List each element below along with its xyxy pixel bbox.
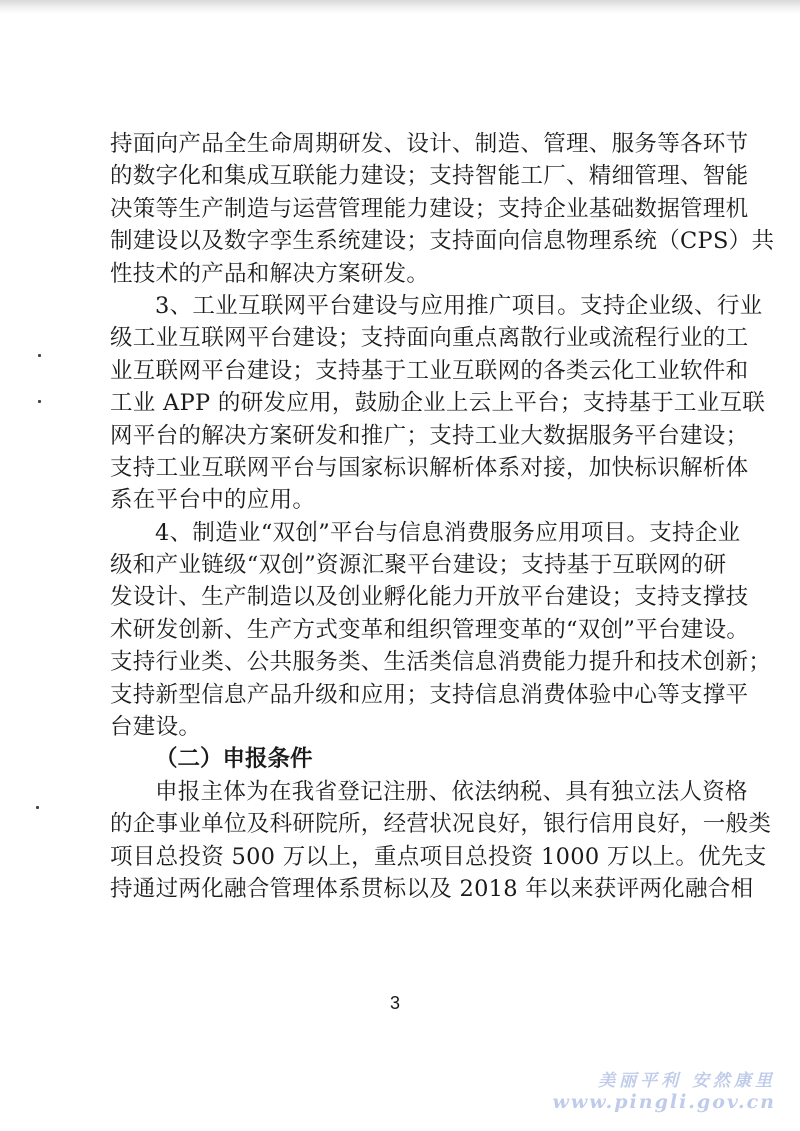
text-line: 申报主体为在我省登记注册、依法纳税、具有独立法人资格: [155, 778, 748, 805]
text-line: 支持新型信息产品升级和应用；支持信息消费体验中心等支撑平: [110, 681, 749, 708]
scan-speck: [36, 806, 39, 809]
scan-speck: [38, 400, 41, 403]
text-line: 发设计、生产制造以及创业孵化能力开放平台建设；支持支撑技: [110, 584, 749, 611]
text-line: 工业 APP 的研发应用，鼓励企业上云上平台；支持基于工业互联: [110, 390, 766, 417]
text-line: 的企事业单位及科研院所，经营状况良好，银行信用良好，一般类: [110, 811, 772, 838]
text-line: 持通过两化融合管理体系贯标以及 2018 年以来获评两化融合相: [110, 875, 754, 902]
paragraph-innovation-platform: [110, 517, 772, 744]
paragraph-application-conditions: [110, 776, 772, 906]
text-line: 持面向产品全生命周期研发、设计、制造、管理、服务等各环节: [110, 131, 749, 157]
text-line: 制建设以及数字孪生系统建设；支持面向信息物理系统（CPS）共: [110, 228, 775, 255]
text-line: 级工业互联网平台建设；支持面向重点离散行业或流程行业的工: [110, 325, 749, 352]
text-line: 级和产业链级“双创”资源汇聚平台建设；支持基于互联网的研: [110, 552, 727, 579]
document-body: [110, 128, 775, 905]
text-line: 支持行业类、公共服务类、生活类信息消费能力提升和技术创新；: [110, 649, 772, 676]
text-line: 3、工业互联网平台建设与应用推广项目。支持企业级、行业: [155, 292, 763, 319]
section-heading: （二）申报条件: [155, 746, 313, 773]
page-number: 3: [390, 993, 401, 1013]
scan-top-edge: [0, 0, 800, 14]
text-line: 项目总投资 500 万以上，重点项目总投资 1000 万以上。优先支: [110, 843, 767, 870]
text-line: 4、制造业“双创”平台与信息消费服务应用项目。支持企业: [155, 519, 741, 546]
text-line: 的数字化和集成互联能力建设；支持智能工厂、精细管理、智能: [110, 163, 749, 190]
paragraph-industrial-internet-platform: [110, 290, 766, 517]
scan-speck: [38, 354, 41, 357]
text-line: 支持工业互联网平台与国家标识解析体系对接，加快标识解析体: [110, 454, 749, 481]
text-line: 系在平台中的应用。: [110, 487, 316, 514]
site-watermark: [552, 1066, 776, 1113]
text-line: 台建设。: [110, 714, 202, 741]
text-line: 网平台的解决方案研发和推广；支持工业大数据服务平台建设；: [110, 422, 749, 449]
watermark-url: www.pingli.gov.cn: [552, 1091, 776, 1113]
paragraph-lifecycle: [110, 128, 775, 290]
text-line: 性技术的产品和解决方案研发。: [110, 260, 430, 287]
text-line: 决策等生产制造与运营管理能力建设；支持企业基础数据管理机: [110, 195, 749, 222]
watermark-slogan: 美丽平利 安然康里: [598, 1071, 776, 1091]
text-line: 术研发创新、生产方式变革和组织管理变革的“双创”平台建设。: [110, 616, 750, 643]
text-line: 业互联网平台建设；支持基于工业互联网的各类云化工业软件和: [110, 357, 749, 384]
